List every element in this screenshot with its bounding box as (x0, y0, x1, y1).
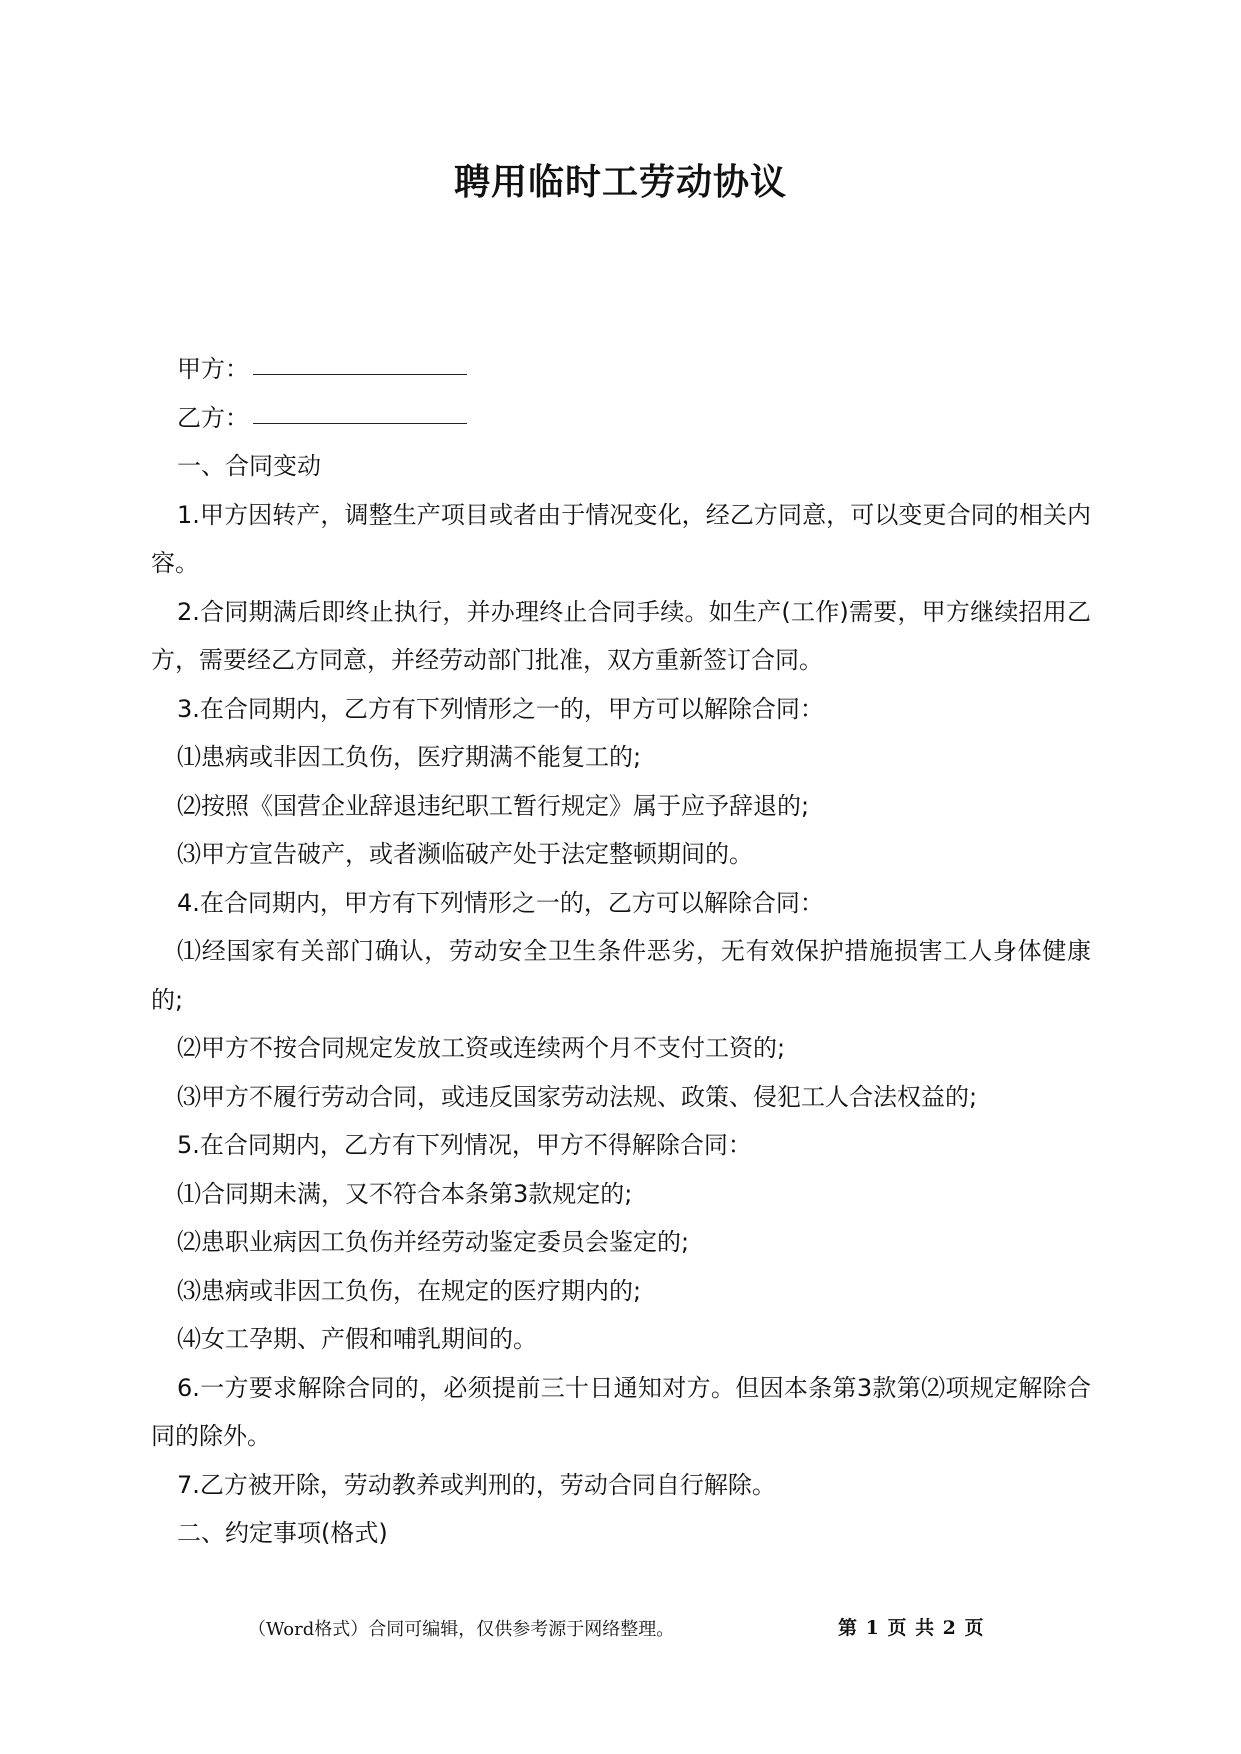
sub-item-paragraph: ⑵患职业病因工负伤并经劳动鉴定委员会鉴定的; (177, 1228, 690, 1256)
party-a-blank (253, 373, 467, 375)
party-a-line (151, 345, 1091, 394)
sub-item-paragraph: ⑶甲方不履行劳动合同，或违反国家劳动法规、政策、侵犯工人合法权益的; (177, 1082, 978, 1111)
party-b-line (151, 394, 1091, 443)
footer-note: （Word格式）合同可编辑，仅供参考源于网络整理。 (248, 1619, 675, 1640)
party-b-blank (253, 422, 467, 424)
page-number: 第 1 页 共 2 页 (838, 1617, 985, 1639)
sub-item-paragraph: ⑷女工孕期、产假和哺乳期间的。 (177, 1325, 537, 1353)
document-title: 聘用临时工劳动协议 (453, 162, 787, 203)
clause-paragraph: 7.乙方被开除，劳动教养或判刑的，劳动合同自行解除。 (177, 1470, 776, 1499)
sub-item-paragraph: ⑵甲方不按合同规定发放工资或连续两个月不支付工资的; (177, 1034, 786, 1062)
sub-item-paragraph: ⑴患病或非因工负伤，医疗期满不能复工的; (177, 743, 642, 771)
sub-item-paragraph: ⑴合同期未满，又不符合本条第3款规定的; (177, 1179, 633, 1208)
clause-paragraph: 5.在合同期内，乙方有下列情况，甲方不得解除合同： (177, 1131, 752, 1159)
sub-item-paragraph: ⑶患病或非因工负伤，在规定的医疗期内的; (177, 1276, 642, 1305)
clause-paragraph: 4.在合同期内，甲方有下列情形之一的，乙方可以解除合同： (177, 888, 824, 917)
clause-paragraph: 1.甲方因转产，调整生产项目或者由于情况变化，经乙方同意，可以变更合同的相关内容。 (151, 500, 1091, 577)
clause-paragraph: 6.一方要求解除合同的，必须提前三十日通知对方。但因本条第3款第⑵项规定解除合同的除外。 (151, 1373, 1091, 1450)
sub-item-paragraph: ⑶甲方宣告破产，或者濒临破产处于法定整顿期间的。 (177, 840, 753, 868)
section-heading: 一、合同变动 (177, 452, 321, 480)
section-heading: 二、约定事项(格式) (177, 1519, 388, 1547)
document-body (151, 345, 1091, 1558)
sub-item-paragraph: ⑵按照《国营企业辞退违纪职工暂行规定》属于应予辞退的; (177, 791, 810, 820)
party-a-label: 甲方： (177, 355, 249, 383)
sub-item-paragraph: ⑴经国家有关部门确认，劳动安全卫生条件恶劣，无有效保护措施损害工人身体健康的; (151, 937, 1091, 1014)
party-b-label: 乙方： (177, 403, 249, 432)
clause-paragraph: 3.在合同期内，乙方有下列情形之一的，甲方可以解除合同： (177, 694, 824, 723)
clause-paragraph: 2.合同期满后即终止执行，并办理终止合同手续。如生产(工作)需要，甲方继续招用乙方，需要经乙方同意，并经劳动部门批准，双方重新签订合同。 (151, 597, 1091, 674)
